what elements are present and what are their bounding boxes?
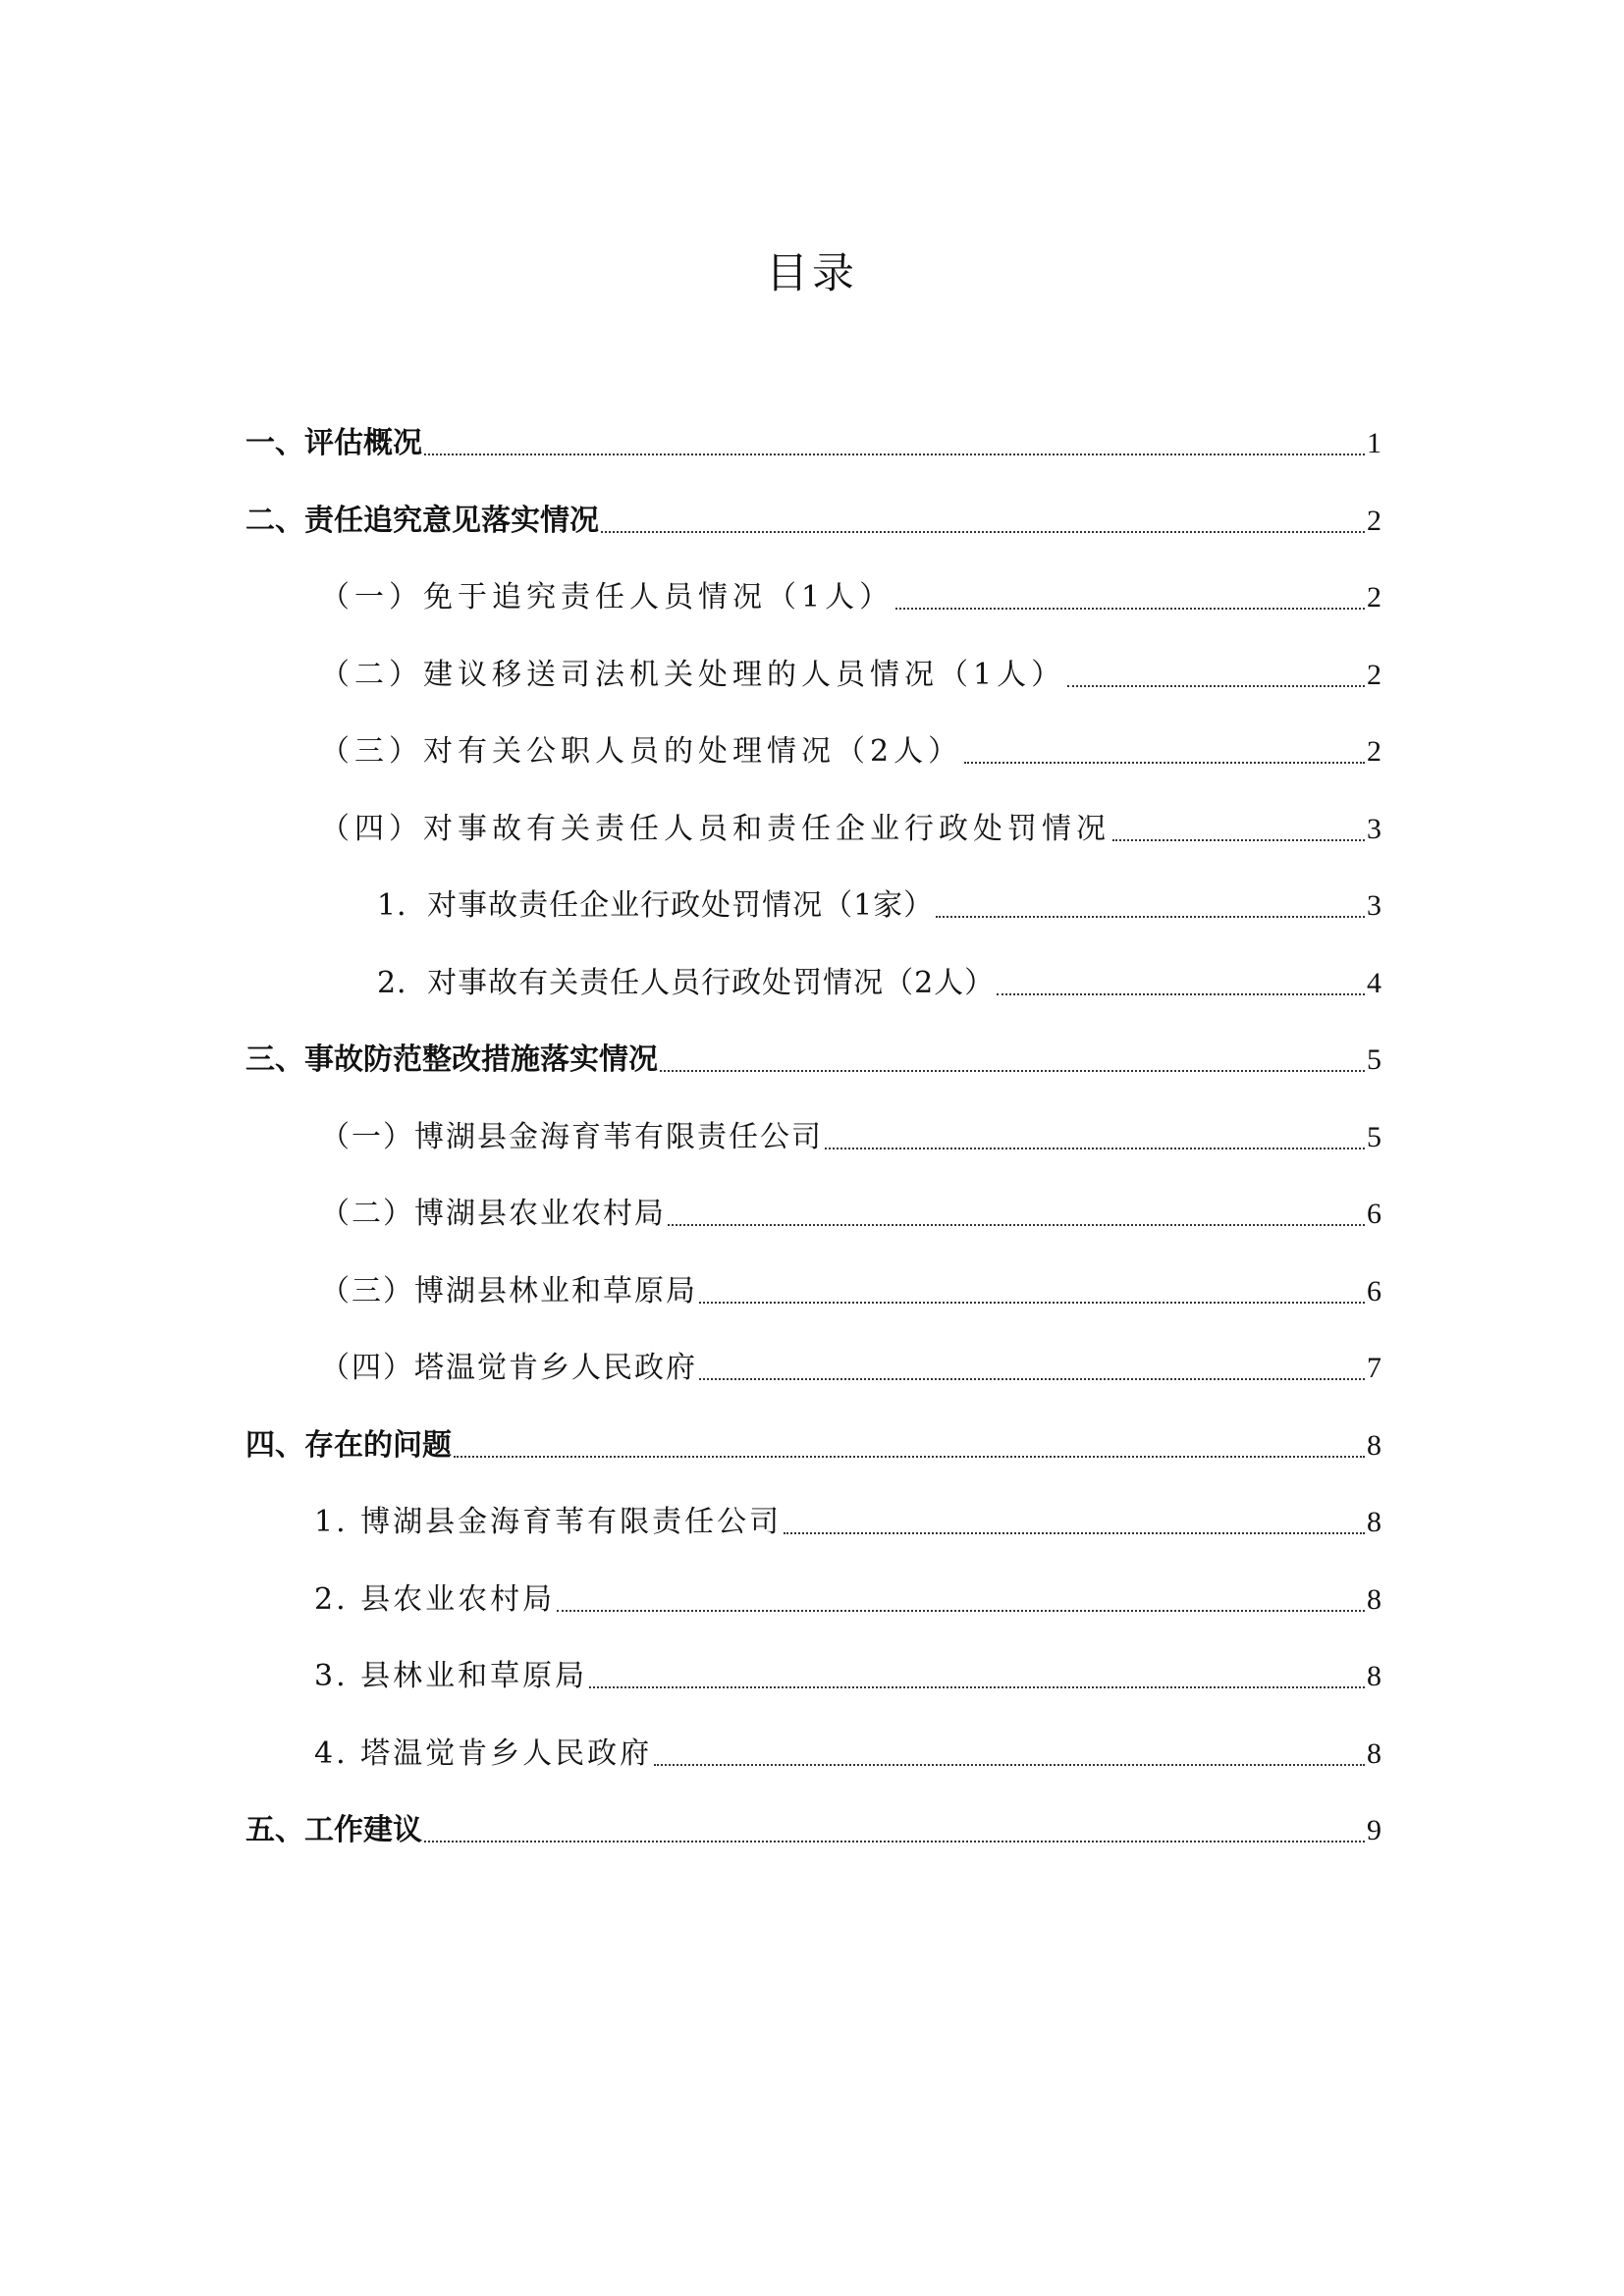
toc-entry-label: 三、事故防范整改措施落实情况 [245,1042,658,1077]
toc-entry-label: 五、工作建议 [245,1813,422,1847]
toc-entry-2-1[interactable] [320,574,1381,621]
toc-entry-page: 7 [1367,1352,1381,1384]
toc-entry-page: 4 [1367,967,1381,999]
dot-leader [589,1686,1365,1688]
toc-entry-3[interactable] [245,1037,1381,1084]
dot-leader [424,1841,1365,1842]
toc-entry-label: 2. 县农业农村局 [314,1582,556,1617]
toc-entry-label: 二、责任追究意见落实情况 [245,504,599,538]
toc-entry-2-2[interactable] [320,652,1381,699]
dot-leader [699,1302,1365,1304]
toc-entry-page: 8 [1367,1737,1381,1770]
toc-entry-4-2[interactable] [314,1576,1381,1624]
dot-leader [1067,685,1365,687]
toc-entry-page: 6 [1367,1275,1381,1308]
toc-entry-3-1[interactable] [320,1114,1381,1161]
toc-entry-page: 8 [1367,1660,1381,1692]
toc-entry-page: 5 [1367,1043,1381,1076]
toc-entry-label: 四、存在的问题 [245,1428,452,1463]
toc-entry-page: 2 [1367,581,1381,614]
toc-entry-4-3[interactable] [314,1653,1381,1700]
toc-entry-2[interactable] [245,498,1381,545]
dot-leader [964,762,1365,764]
dot-leader [654,1764,1365,1766]
dot-leader [936,916,1365,918]
dot-leader [997,993,1365,995]
toc-entry-label: （三）对有关公职人员的处理情况（2人） [320,734,963,769]
dot-leader [668,1224,1365,1226]
toc-entry-page: 1 [1367,427,1381,459]
toc-entry-label: 一、评估概况 [245,426,422,460]
toc-entry-2-3[interactable] [320,728,1381,775]
toc-entry-label: （四）塔温觉肯乡人民政府 [320,1351,697,1385]
toc-entry-label: （二）建议移送司法机关处理的人员情况（1人） [320,658,1066,692]
dot-leader [454,1456,1365,1458]
dot-leader [1112,839,1365,841]
toc-entry-label: 3. 县林业和草原局 [314,1659,588,1693]
toc-entry-page: 8 [1367,1429,1381,1462]
toc-entry-4-4[interactable] [314,1731,1381,1778]
toc-entry-2-4[interactable] [320,806,1381,853]
toc-entry-label: （二）博湖县农业农村局 [320,1197,666,1231]
toc-entry-page: 3 [1367,889,1381,922]
dot-leader [825,1148,1365,1149]
toc-entry-4-1[interactable] [314,1499,1381,1546]
dot-leader [424,454,1365,455]
dot-leader [557,1610,1365,1612]
toc-entry-page: 9 [1367,1814,1381,1846]
toc-entry-page: 2 [1367,735,1381,768]
dot-leader [895,608,1365,610]
toc-entry-page: 8 [1367,1583,1381,1616]
toc-entry-3-4[interactable] [320,1345,1381,1392]
page-title: 目录 [766,249,858,298]
toc-entry-label: （一）博湖县金海育苇有限责任公司 [320,1120,823,1154]
toc-entry-label: （一）免于追究责任人员情况（1人） [320,580,894,614]
toc-entry-5[interactable] [245,1807,1381,1854]
dot-leader [660,1070,1365,1072]
toc-entry-label: 2．对事故有关责任人员行政处罚情况（2人） [377,966,996,1000]
toc-entry-page: 2 [1367,505,1381,537]
toc-entry-3-3[interactable] [320,1268,1381,1315]
toc-entry-page: 8 [1367,1506,1381,1538]
toc-entry-3-2[interactable] [320,1191,1381,1238]
toc-entry-1[interactable] [245,420,1381,467]
toc-entry-page: 2 [1367,659,1381,691]
toc-entry-label: 1．对事故责任企业行政处罚情况（1家） [377,888,935,923]
toc-entry-label: 1. 博湖县金海育苇有限责任公司 [314,1505,783,1539]
toc-entry-page: 5 [1367,1121,1381,1153]
toc-entry-page: 6 [1367,1198,1381,1230]
toc-entry-2-4-2[interactable] [377,960,1381,1007]
dot-leader [601,531,1365,533]
toc-entry-page: 3 [1367,813,1381,845]
toc-entry-4[interactable] [245,1422,1381,1469]
toc-entry-label: 4. 塔温觉肯乡人民政府 [314,1736,653,1771]
toc-entry-label: （三）博湖县林业和草原局 [320,1274,697,1308]
dot-leader [784,1532,1365,1534]
dot-leader [699,1378,1365,1380]
toc-entry-2-4-1[interactable] [377,882,1381,930]
toc-entry-label: （四）对事故有关责任人员和责任企业行政处罚情况 [320,812,1110,846]
